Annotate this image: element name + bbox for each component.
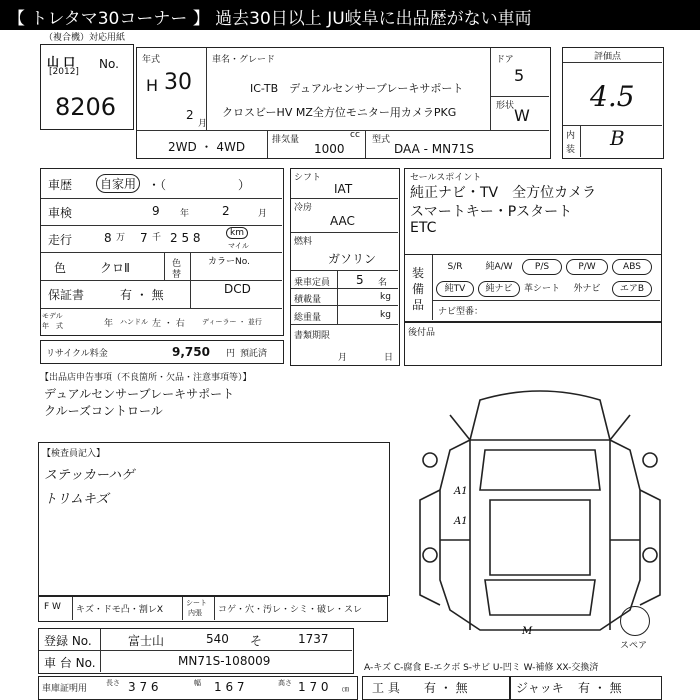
diagram-mark-1: A1 xyxy=(454,486,468,497)
model-year-handle: ハンドル xyxy=(120,318,148,326)
cert-height: 1 7 0 xyxy=(298,680,329,694)
mileage-km: km xyxy=(226,227,248,239)
seat-label-top: シート xyxy=(186,599,207,607)
mileage-label: 走行 xyxy=(48,233,73,247)
sales-points-line2: スマートキー・Pスタート xyxy=(410,204,573,220)
doc-period-month: 月 xyxy=(338,353,348,363)
shape-label: 形状 xyxy=(496,101,515,111)
year-era: H xyxy=(146,76,159,95)
cert-length: 3 7 6 xyxy=(128,680,159,694)
ac-label: 冷房 xyxy=(294,203,313,213)
fuel-value: ガソリン xyxy=(328,252,377,266)
displacement-value: 1000 xyxy=(314,142,345,156)
declaration-line1: デュアルセンサーブレーキサポート xyxy=(44,387,235,401)
ac-value: AAC xyxy=(330,214,355,228)
cert-unit: ㎝ xyxy=(342,685,349,693)
recycle-deposit: 預託済 xyxy=(240,349,268,359)
lot-number: 8206 xyxy=(55,93,117,121)
jack-value: 有 ・ 無 xyxy=(578,681,622,695)
equip-abs: ABS xyxy=(612,259,652,275)
banner-text: 【 トレタマ30コーナー 】 過去30日以上 JU岐阜に出品歴がない車両 xyxy=(8,9,532,29)
cert-height-label: 高さ xyxy=(278,679,292,687)
interior-value: B xyxy=(610,126,625,150)
inspector-note1: ステッカーハゲ xyxy=(44,468,135,483)
interior-label-bottom: 装 xyxy=(566,145,576,155)
tools-value: 有 ・ 無 xyxy=(424,681,468,695)
year-label: 年式 xyxy=(142,55,161,65)
mileage-man-unit: 万 xyxy=(116,233,126,243)
equip-ext-navi: 外ナビ xyxy=(573,284,601,294)
fuel-label: 燃料 xyxy=(294,237,313,247)
recycle-label: リサイクル料金 xyxy=(46,349,108,359)
color-value: クロⅡ xyxy=(100,261,130,275)
mileage-sen: 7 xyxy=(140,231,148,245)
inspector-label: 【検査員記入】 xyxy=(42,449,106,459)
chassis-value: MN71S-108009 xyxy=(178,654,271,668)
sales-points-line1: 純正ナビ・TV 全方位カメラ xyxy=(410,185,597,201)
doc-period-day: 日 xyxy=(384,353,394,363)
color-change-top: 色 xyxy=(172,259,182,269)
navi-type-label: ナビ型番： xyxy=(438,307,484,317)
recycle-unit: 円 xyxy=(226,349,236,359)
jack-label: ジャッキ xyxy=(516,681,564,695)
registration-number: 1737 xyxy=(298,632,329,646)
retrofit-label: 後付品 xyxy=(408,328,436,338)
model-year-year: 年 xyxy=(104,319,114,329)
doc-period-label: 書類期限 xyxy=(294,331,331,341)
equip-leather: 革シート xyxy=(523,284,560,294)
banner xyxy=(0,0,700,30)
year-month: 2 xyxy=(186,108,194,122)
color-no-label: カラーNo. xyxy=(208,257,250,267)
mileage-sen-unit: 千 xyxy=(152,233,162,243)
equip-airbag: エアB xyxy=(612,281,652,297)
damage-code-legend: A-キズ C-腐食 E-エクボ S-サビ U-凹ミ W-補修 XX-交換済 xyxy=(364,663,599,673)
year-month-unit: 月 xyxy=(198,119,208,129)
model-label: 型式 xyxy=(372,135,391,145)
drive-text: 2WD ・ 4WD xyxy=(168,140,246,154)
seat-label-bottom: 内張 xyxy=(188,609,202,617)
registration-place: 富士山 xyxy=(128,634,165,648)
inspector-note2: トリムキズ xyxy=(44,492,109,507)
lot-yamaguchi-label: 山 口 xyxy=(47,55,76,69)
spare-label: スペア xyxy=(620,641,648,651)
displacement-label: 排気量 xyxy=(272,135,300,145)
equip-sr: S/R xyxy=(447,262,463,272)
cert-width: 1 6 7 xyxy=(214,680,245,694)
gross-weight-label: 総重量 xyxy=(294,313,322,323)
inspection-month-unit: 月 xyxy=(258,209,268,219)
lot-no-label: No. xyxy=(99,57,119,71)
gross-weight-unit: kg xyxy=(380,310,391,320)
displacement-unit: cc xyxy=(350,130,360,140)
warranty-label: 保証書 xyxy=(48,288,85,302)
recycle-value: 9,750 xyxy=(172,345,210,359)
declaration-line2: クルーズコントロール xyxy=(44,404,163,418)
shape-value: W xyxy=(514,106,530,125)
diagram-mark-3: M xyxy=(522,626,533,637)
doors-label: ドア xyxy=(496,55,514,65)
seat-text: コゲ・穴・汚レ・シミ・破レ・スレ xyxy=(218,605,363,615)
mileage-man: 8 xyxy=(104,231,112,245)
equipment-label-2: 備 xyxy=(412,282,425,296)
fw-text: キズ・ドモ凸・割レX xyxy=(76,605,163,615)
model-year-dealer: ディーラー ・ 並行 xyxy=(202,318,262,326)
equip-ps: P/S xyxy=(522,259,562,275)
equipment-label-3: 品 xyxy=(412,298,425,312)
spare-tire-icon xyxy=(620,606,650,636)
registration-class: 540 xyxy=(206,632,229,646)
car-name-line2: クロスビーHV MZ全方位モニター用カメラPKG xyxy=(222,106,457,119)
cert-length-label: 長さ xyxy=(106,679,120,687)
history-extra: ・（ ） xyxy=(148,178,251,192)
load-label: 積載量 xyxy=(294,295,322,305)
year-value: 30 xyxy=(164,70,192,95)
registration-label: 登録 No. xyxy=(44,634,92,648)
subheader: （複合機）対応用紙 xyxy=(44,33,126,43)
equip-navi: 純ナビ xyxy=(478,281,520,297)
color-change-bottom: 替 xyxy=(172,270,182,280)
cert-width-label: 幅 xyxy=(194,679,201,687)
interior-label-top: 内 xyxy=(566,131,576,141)
history-value: 自家用 xyxy=(96,174,140,193)
color-no-value: DCD xyxy=(224,282,251,296)
color-label: 色 xyxy=(54,261,67,275)
tools-label: 工 具 xyxy=(372,681,400,695)
fw-label: F W xyxy=(44,602,61,612)
history-label: 車歴 xyxy=(48,178,73,192)
capacity-unit: 名 xyxy=(378,278,388,288)
warranty-value: 有 ・ 無 xyxy=(120,288,164,302)
lot-box xyxy=(40,44,134,130)
equip-aw: 純A/W xyxy=(485,262,513,272)
shift-value: IAT xyxy=(334,182,353,196)
inspection-label: 車検 xyxy=(48,206,73,220)
lot-year-stamp: [2012] xyxy=(49,67,79,77)
load-unit: kg xyxy=(380,292,391,302)
inspection-year-unit: 年 xyxy=(180,209,190,219)
car-name-label: 車名・グレード xyxy=(212,55,276,65)
model-year-label-bottom: 年 式 xyxy=(42,322,63,330)
mileage-mile: マイル xyxy=(228,242,249,250)
score-value: 4.5 xyxy=(590,80,635,113)
equip-tv: 純TV xyxy=(436,281,474,297)
chassis-label: 車 台 No. xyxy=(44,656,96,670)
capacity-label: 乗車定員 xyxy=(294,278,331,288)
diagram-mark-2: A1 xyxy=(454,516,468,527)
capacity-value: 5 xyxy=(356,273,364,287)
score-label: 評価点 xyxy=(594,52,622,62)
sales-points-label: セールスポイント xyxy=(410,173,482,183)
mileage-rest: 2 5 8 xyxy=(170,231,201,245)
registration-kana: そ xyxy=(250,634,263,648)
sales-points-line3: ETC xyxy=(410,220,437,236)
equip-pw: P/W xyxy=(566,259,608,275)
declaration-label: 【出品店申告事項（不良箇所・欠品・注意事項等）】 xyxy=(40,373,252,383)
inspection-month: 2 xyxy=(222,204,230,218)
cert-label: 車庫証明用 xyxy=(42,684,88,694)
car-name-line1: IC-TB デュアルセンサーブレーキサポート xyxy=(250,82,464,95)
retrofit-box xyxy=(404,322,662,366)
model-year-label-top: モデル xyxy=(42,312,63,320)
doors-value: 5 xyxy=(514,66,525,85)
model-value: DAA - MN71S xyxy=(394,142,474,156)
inspection-year: 9 xyxy=(152,204,160,218)
shift-label: シフト xyxy=(294,173,322,183)
equipment-label-1: 装 xyxy=(412,266,425,280)
model-year-lr: 左 ・ 右 xyxy=(152,319,185,329)
